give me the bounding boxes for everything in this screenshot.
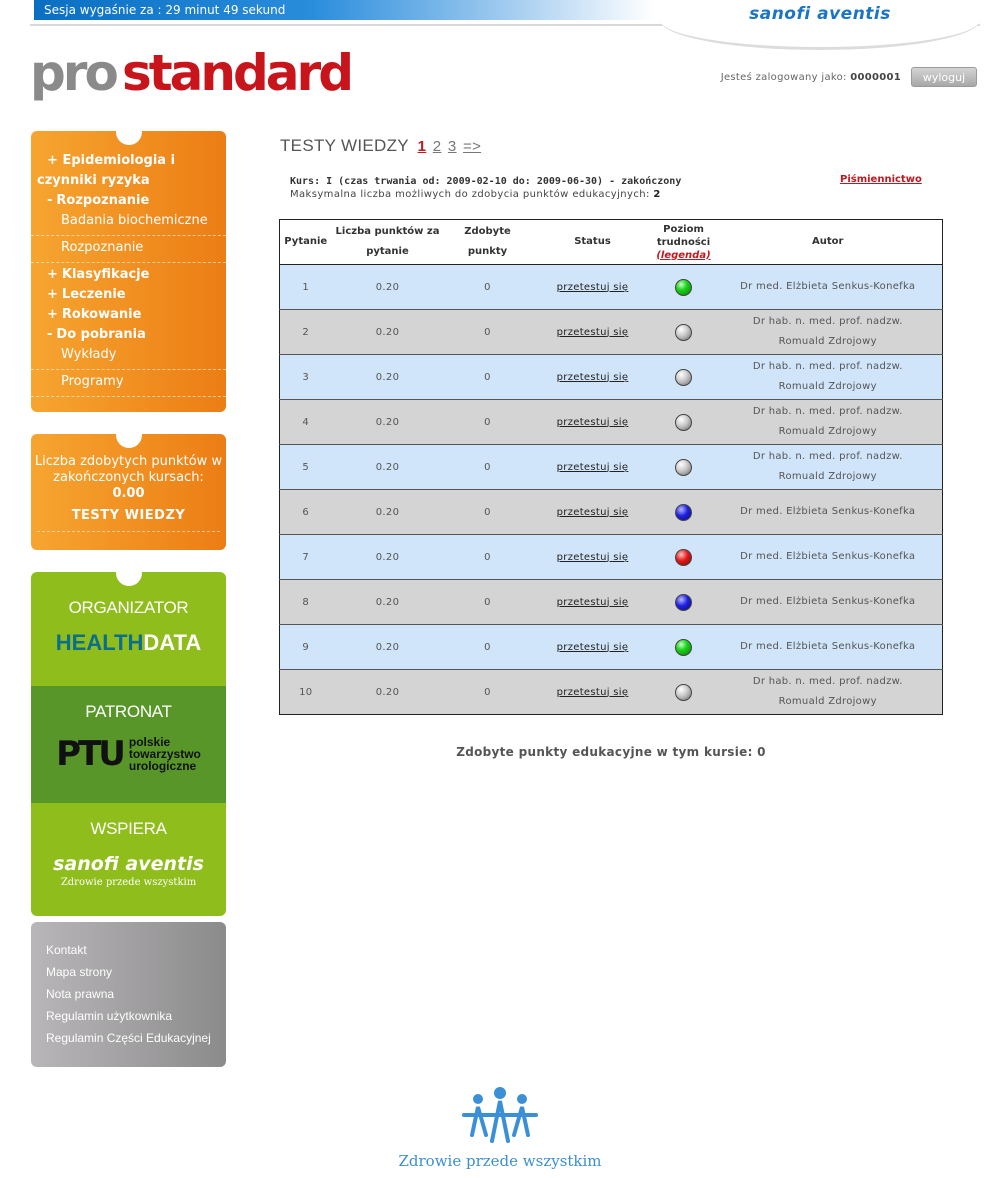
- max-points-label: Maksymalna liczba możliwych do zdobycia punktów edukacyjnych:: [290, 189, 650, 200]
- cell-earned: 0: [444, 265, 532, 310]
- cell-status: [532, 670, 654, 715]
- sidebar-item-label: Leczenie: [61, 287, 126, 302]
- cell-author: [714, 445, 943, 490]
- collapse-minus-icon: -: [47, 193, 53, 208]
- healthdata-logo: [31, 630, 226, 656]
- test-yourself-link[interactable]: przetestuj się: [556, 551, 629, 563]
- cell-question: 7: [280, 535, 332, 580]
- cell-question: 5: [280, 445, 332, 490]
- col-level-l1: Poziom: [663, 223, 704, 235]
- author-line-1: Dr med. Elżbieta Senkus-Konefka: [740, 551, 916, 562]
- organizer-section[interactable]: [31, 572, 226, 686]
- page-link-1[interactable]: 1: [417, 138, 427, 155]
- page-link-2[interactable]: 2: [432, 138, 442, 155]
- author-line-2: Romuald Zdrojowy: [778, 381, 877, 392]
- sidebar-subitem-wyklady[interactable]: Wykłady: [31, 345, 226, 370]
- col-status: Status: [532, 220, 654, 265]
- test-yourself-link[interactable]: przetestuj się: [556, 641, 629, 653]
- points-box: [31, 434, 226, 550]
- page-title: [280, 136, 483, 156]
- col-level: [654, 220, 714, 265]
- difficulty-green-ball-icon: [675, 639, 692, 656]
- cell-question: 3: [280, 355, 332, 400]
- author-line-2: Romuald Zdrojowy: [778, 336, 877, 347]
- support-section[interactable]: [31, 803, 226, 916]
- col-points-per-question-l1: Liczba punktów za: [335, 226, 440, 237]
- sidebar-subitem-badania[interactable]: Badania biochemiczne: [31, 211, 226, 236]
- sidebar-item-label: Epidemiologia i czynniki ryzyka: [37, 153, 176, 188]
- cell-level: [654, 400, 714, 445]
- table-row: [280, 355, 943, 400]
- test-yourself-link[interactable]: przetestuj się: [556, 461, 629, 473]
- link-nota-prawna[interactable]: Nota prawna: [46, 987, 115, 1001]
- table-row: [280, 625, 943, 670]
- organizer-title: ORGANIZATOR: [68, 598, 189, 617]
- brand-tab: [660, 0, 980, 50]
- tests-table: [279, 219, 943, 715]
- sidebar-item-rozpoznanie[interactable]: [31, 191, 226, 211]
- ptu-mark: PTU: [56, 734, 123, 774]
- course-line: Kurs: I (czas trwania od: 2009-02-10 do: 2009-06-30) - zakończony: [290, 176, 682, 187]
- cell-status: [532, 445, 654, 490]
- cell-question: 4: [280, 400, 332, 445]
- max-points-line: [290, 188, 681, 201]
- col-question: Pytanie: [280, 220, 332, 265]
- cell-points-per-question: 0.20: [332, 445, 444, 490]
- cell-author: [714, 490, 943, 535]
- cell-earned: 0: [444, 535, 532, 580]
- cell-author: [714, 355, 943, 400]
- ptu-logo: [31, 734, 226, 774]
- svg-text:pro: pro: [30, 46, 116, 102]
- ptu-text: [129, 736, 201, 772]
- cell-points-per-question: 0.20: [332, 625, 444, 670]
- sidebar-item-do-pobrania[interactable]: [31, 325, 226, 345]
- cell-status: [532, 310, 654, 355]
- cell-earned: 0: [444, 625, 532, 670]
- sidebar-subitem-rozpoznanie[interactable]: Rozpoznanie: [31, 238, 226, 263]
- logout-button[interactable]: wyloguj: [911, 67, 977, 87]
- link-regulamin-edukacyjnej[interactable]: Regulamin Części Edukacyjnej: [46, 1031, 211, 1045]
- cell-points-per-question: 0.20: [332, 490, 444, 535]
- test-yourself-link[interactable]: przetestuj się: [556, 596, 629, 608]
- cell-level: [654, 535, 714, 580]
- login-area: [721, 67, 977, 87]
- max-points-value: 2: [653, 189, 661, 200]
- page-next-link[interactable]: =>: [463, 138, 482, 155]
- author-line-2: Romuald Zdrojowy: [778, 696, 877, 707]
- difficulty-green-ball-icon: [675, 279, 692, 296]
- collapse-minus-icon: -: [47, 327, 53, 342]
- cell-earned: 0: [444, 400, 532, 445]
- table-row: [280, 580, 943, 625]
- cell-points-per-question: 0.20: [332, 670, 444, 715]
- difficulty-gray-ball-icon: [675, 459, 692, 476]
- difficulty-red-ball-icon: [675, 549, 692, 566]
- sidebar-item-klasyfikacje[interactable]: [31, 265, 226, 285]
- difficulty-gray-ball-icon: [675, 369, 692, 386]
- col-points-per-question: [332, 220, 444, 265]
- healthdata-logo-b: DATA: [143, 630, 202, 655]
- cell-question: 9: [280, 625, 332, 670]
- sidebar-item-label: Klasyfikacje: [61, 267, 150, 282]
- tests-link[interactable]: TESTY WIEDZY: [37, 508, 220, 532]
- prostandard-logo-graphic: [30, 46, 370, 104]
- sidebar-item-rokowanie[interactable]: [31, 305, 226, 325]
- cell-author: [714, 535, 943, 580]
- test-yourself-link[interactable]: przetestuj się: [556, 686, 629, 698]
- cell-earned: 0: [444, 355, 532, 400]
- cell-status: [532, 535, 654, 580]
- course-info: [290, 175, 681, 201]
- login-prefix: Jesteś zalogowany jako:: [720, 71, 847, 83]
- link-regulamin-uzytkownika[interactable]: Regulamin użytkownika: [46, 1009, 173, 1023]
- expand-plus-icon: +: [47, 307, 58, 322]
- link-kontakt[interactable]: Kontakt: [46, 943, 87, 957]
- session-timer-text: Sesja wygaśnie za : 29 minut 49 sekund: [44, 3, 286, 17]
- table-row: [280, 310, 943, 355]
- test-yourself-link[interactable]: przetestuj się: [556, 506, 629, 518]
- cell-level: [654, 445, 714, 490]
- page-title-text: TESTY WIEDZY: [280, 136, 409, 155]
- sanofi-aventis-partner-logo: sanofi aventis: [53, 853, 204, 875]
- table-row: [280, 265, 943, 310]
- cell-author: [714, 265, 943, 310]
- cell-level: [654, 625, 714, 670]
- cell-earned: 0: [444, 310, 532, 355]
- pager: [418, 138, 484, 155]
- patron-title: PATRONAT: [85, 702, 172, 721]
- author-line-1: Dr hab. n. med. prof. nadzw.: [752, 406, 903, 417]
- literature-link[interactable]: Piśmiennictwo: [840, 174, 922, 185]
- table-header-row: [280, 220, 943, 265]
- difficulty-gray-ball-icon: [675, 684, 692, 701]
- author-line-1: Dr hab. n. med. prof. nadzw.: [752, 676, 903, 687]
- footer-links: [31, 922, 226, 1067]
- cell-points-per-question: 0.20: [332, 535, 444, 580]
- col-earned-l1: Zdobyte: [464, 226, 511, 237]
- partners-box: [31, 572, 226, 916]
- sanofi-aventis-logo: sanofi aventis: [749, 4, 891, 24]
- cell-earned: 0: [444, 670, 532, 715]
- cell-points-per-question: 0.20: [332, 265, 444, 310]
- cell-earned: 0: [444, 445, 532, 490]
- table-row: [280, 490, 943, 535]
- cell-points-per-question: 0.20: [332, 400, 444, 445]
- cell-status: [532, 355, 654, 400]
- test-yourself-link[interactable]: przetestuj się: [556, 371, 629, 383]
- cell-status: [532, 490, 654, 535]
- footer-logo: [390, 1085, 610, 1173]
- cell-level: [654, 355, 714, 400]
- login-status: [721, 72, 901, 83]
- cell-level: [654, 670, 714, 715]
- ptu-text-2: towarzystwo: [128, 747, 201, 761]
- sidebar-item-leczenie[interactable]: [31, 285, 226, 305]
- sidebar-item-label: Rozpoznanie: [56, 193, 150, 208]
- cell-author: [714, 310, 943, 355]
- cell-level: [654, 265, 714, 310]
- table-row: [280, 535, 943, 580]
- table-row: [280, 445, 943, 490]
- sanofi-tagline: Zdrowie przede wszystkim: [60, 877, 197, 888]
- points-label: Liczba zdobytych punktów w zakończonych kursach:: [34, 454, 223, 485]
- sidebar-item-label: Do pobrania: [56, 327, 146, 342]
- author-line-1: Dr med. Elżbieta Senkus-Konefka: [740, 506, 916, 517]
- course-points-summary: Zdobyte punkty edukacyjne w tym kursie: 0: [456, 745, 766, 759]
- cell-question: 6: [280, 490, 332, 535]
- col-points-per-question-l2: pytanie: [366, 246, 409, 257]
- legend-link[interactable]: (legenda): [656, 249, 711, 261]
- ptu-text-3: urologiczne: [128, 759, 197, 773]
- author-line-2: Romuald Zdrojowy: [778, 426, 877, 437]
- cell-status: [532, 400, 654, 445]
- page-link-3[interactable]: 3: [447, 138, 457, 155]
- author-line-2: Romuald Zdrojowy: [778, 471, 877, 482]
- author-line-1: Dr hab. n. med. prof. nadzw.: [752, 361, 903, 372]
- cell-points-per-question: 0.20: [332, 355, 444, 400]
- points-notch: [116, 434, 142, 448]
- sidebar-nav: [31, 131, 226, 412]
- difficulty-gray-ball-icon: [675, 324, 692, 341]
- session-timer: [34, 0, 654, 20]
- ptu-text-1: polskie: [128, 735, 171, 749]
- author-line-1: Dr hab. n. med. prof. nadzw.: [752, 316, 903, 327]
- cell-status: [532, 625, 654, 670]
- cell-author: [714, 400, 943, 445]
- cell-status: [532, 580, 654, 625]
- table-row: [280, 400, 943, 445]
- table-row: [280, 670, 943, 715]
- cell-question: 8: [280, 580, 332, 625]
- link-mapa-strony[interactable]: Mapa strony: [46, 965, 113, 979]
- people-icon: [450, 1085, 550, 1147]
- difficulty-blue-ball-icon: [675, 504, 692, 521]
- login-user: 0000001: [850, 71, 901, 83]
- prostandard-logo[interactable]: [30, 46, 370, 104]
- difficulty-gray-ball-icon: [675, 414, 692, 431]
- sidebar-item-label: Rokowanie: [61, 307, 142, 322]
- author-line-1: Dr med. Elżbieta Senkus-Konefka: [740, 641, 916, 652]
- col-level-l2: trudności: [656, 236, 711, 248]
- sidebar-subitem-programy[interactable]: Programy: [31, 372, 226, 397]
- cell-level: [654, 490, 714, 535]
- support-title: WSPIERA: [90, 819, 167, 838]
- points-value: 0.00: [112, 486, 145, 501]
- col-author: Autor: [714, 220, 943, 265]
- test-yourself-link[interactable]: przetestuj się: [556, 416, 629, 428]
- cell-question: 2: [280, 310, 332, 355]
- footer-tagline: Zdrowie przede wszystkim: [398, 1152, 602, 1170]
- sidebar-item-epidemiologia[interactable]: [31, 151, 226, 191]
- col-earned-l2: punkty: [467, 246, 508, 257]
- cell-author: [714, 625, 943, 670]
- author-line-1: Dr med. Elżbieta Senkus-Konefka: [740, 281, 916, 292]
- cell-points-per-question: 0.20: [332, 580, 444, 625]
- test-yourself-link[interactable]: przetestuj się: [556, 326, 629, 338]
- svg-text:standard: standard: [122, 46, 351, 102]
- cell-level: [654, 310, 714, 355]
- patron-section[interactable]: [31, 686, 226, 803]
- healthdata-logo-a: HEALTH: [55, 630, 144, 655]
- cell-question: 10: [280, 670, 332, 715]
- cell-points-per-question: 0.20: [332, 310, 444, 355]
- test-yourself-link[interactable]: przetestuj się: [556, 281, 629, 293]
- cell-author: [714, 580, 943, 625]
- cell-earned: 0: [444, 490, 532, 535]
- author-line-1: Dr med. Elżbieta Senkus-Konefka: [740, 596, 916, 607]
- cell-earned: 0: [444, 580, 532, 625]
- difficulty-blue-ball-icon: [675, 594, 692, 611]
- cell-question: 1: [280, 265, 332, 310]
- cell-level: [654, 580, 714, 625]
- expand-plus-icon: +: [47, 267, 58, 282]
- expand-plus-icon: +: [47, 153, 58, 168]
- author-line-1: Dr hab. n. med. prof. nadzw.: [752, 451, 903, 462]
- nav-notch: [116, 131, 142, 145]
- cell-author: [714, 670, 943, 715]
- cell-status: [532, 265, 654, 310]
- col-earned: [444, 220, 532, 265]
- expand-plus-icon: +: [47, 287, 58, 302]
